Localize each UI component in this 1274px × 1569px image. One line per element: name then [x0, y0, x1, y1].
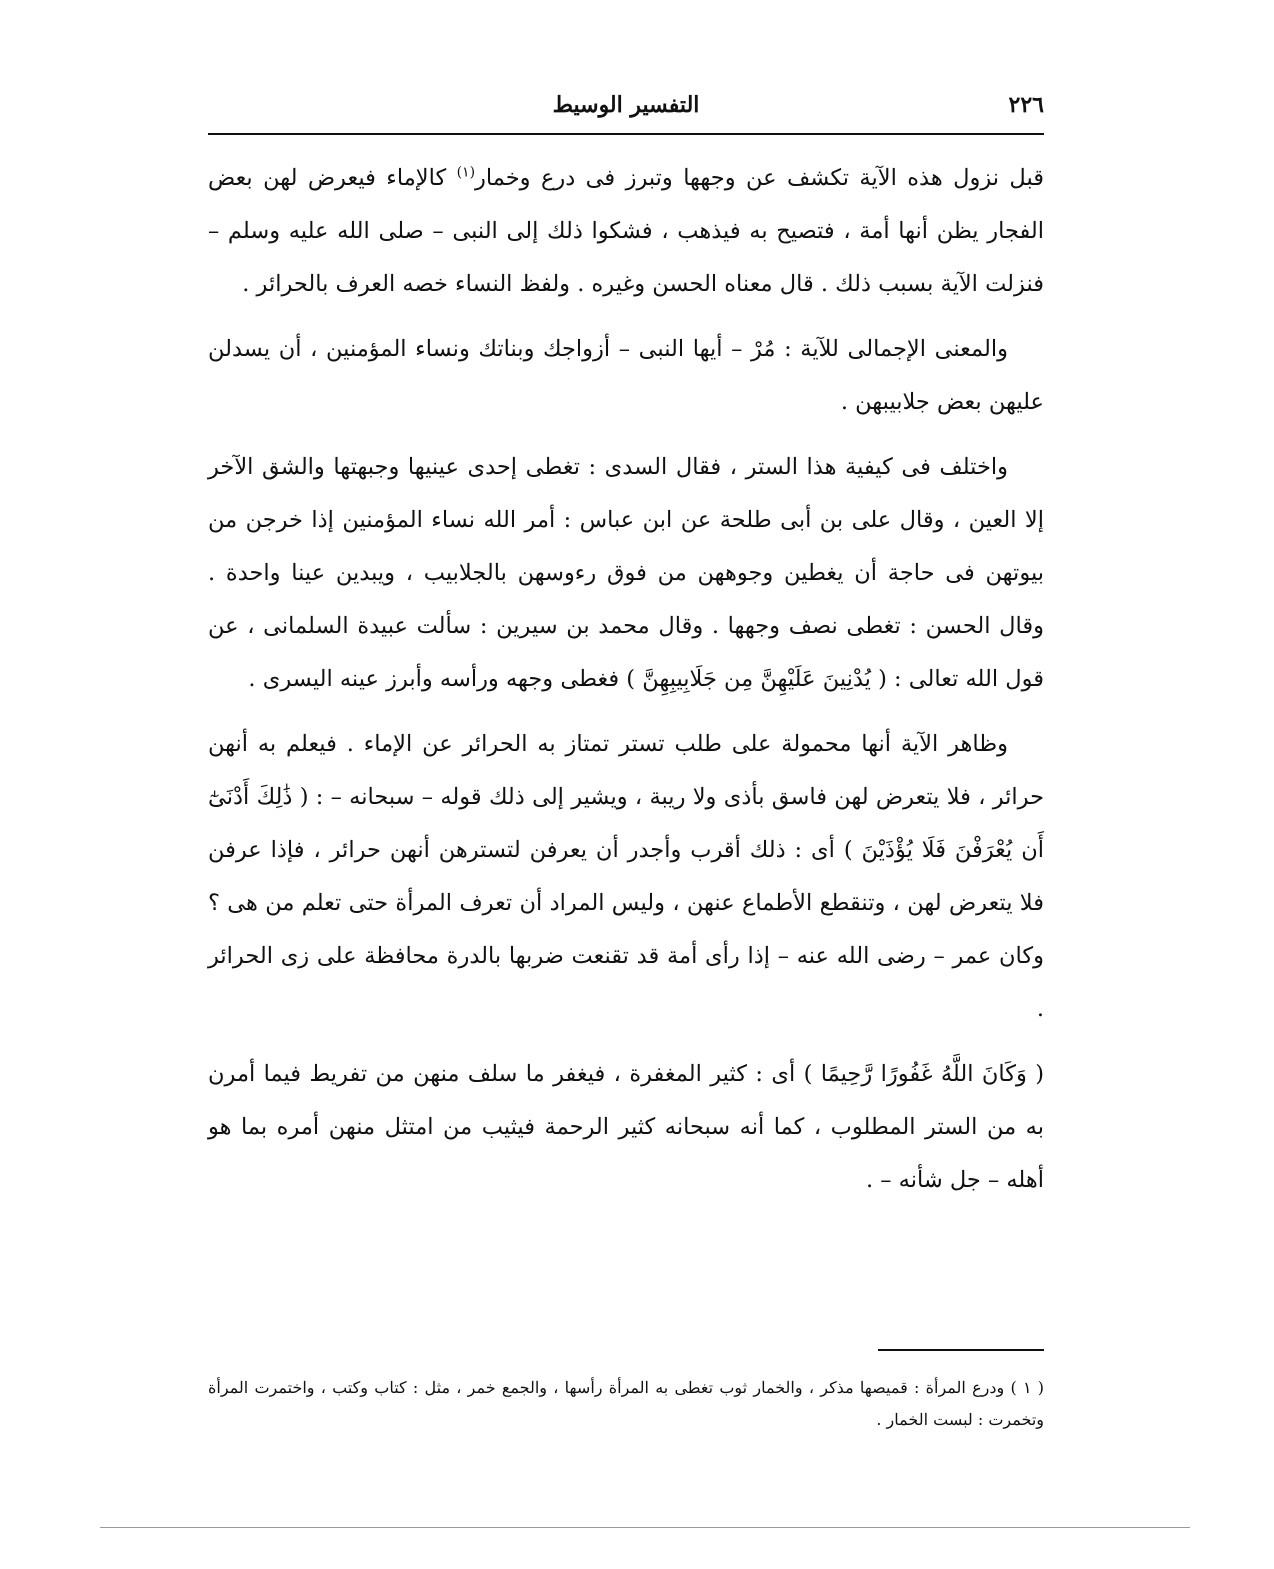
paragraph-3: واختلف فى كيفية هذا الستر ، فقال السدى : تغطى إحدى عينيها وجبهتها والشق الآخر إلا العين ، وقال على بن أبى طلحة عن ابن عباس : أمر الله نساء المؤمنين إذا خرجن من بيوتهن فى حاجة أن يغطين وجوههن من فوق رءوسهن بالجلابيب ، ويبدين عينا واحدة . وقال الحسن : تغطى نصف وجهها . وقال محمد بن سيرين : سألت عبيدة السلمانى ، عن قول الله تعالى : ( يُدْنِينَ عَلَيْهِنَّ مِن جَلَابِيبِهِنَّ ) فغطى وجهه ورأسه وأبرز عينه اليسرى . — [208, 454, 1044, 692]
paragraph-2: والمعنى الإجمالى للآية : مُرْ – أيها النبى – أزواجك وبناتك ونساء المؤمنين ، أن يسدلن عليهن بعض جلابيبهن . — [208, 336, 1044, 415]
page-number: ٢٢٦ — [1008, 92, 1044, 118]
paragraph-1-text-a: قبل نزول هذه الآية تكشف عن وجهها وتبرز فى درع وخمار — [475, 165, 1044, 191]
paragraph-4: وظاهر الآية أنها محمولة على طلب تستر تمتاز به الحرائر عن الإماء . فيعلم به أنهن حرائر ، فلا يتعرض لهن فاسق بأذى ولا ريبة ، ويشير إلى ذلك قوله – سبحانه – : ( ذَٰلِكَ أَدْنَىٰٓ أَن يُعْرَفْنَ فَلَا يُؤْذَيْنَ ) أى : ذلك أقرب وأجدر أن يعرفن لتسترهن أنهن حرائر ، فإذا عرفن فلا يتعرض لهن ، وتنقطع الأطماع عنهن ، وليس المراد أن تعرف المرأة حتى تعلم من هى ؟ وكان عمر – رضى الله عنه – إذا رأى أمة قد تقنعت ضربها بالدرة محافظة على زى الحرائر . — [208, 731, 1044, 1022]
body-text — [208, 152, 1044, 1219]
footnote-rule — [878, 1349, 1044, 1351]
running-title: التفسير الوسيط — [552, 92, 700, 118]
header-rule — [208, 133, 1044, 135]
paragraph-1-text-b: كالإماء فيعرض لهن بعض الفجار يظن أنها أمة ، فتصيح به فيذهب ، فشكوا ذلك إلى النبى – صلى الله عليه وسلم – فنزلت الآية بسبب ذلك . قال معناه الحسن وغيره . ولفظ النساء خصه العرف بالحرائر . — [208, 165, 1044, 297]
footnote-reference: (١) — [456, 164, 476, 181]
page-header — [208, 92, 1044, 126]
scan-edge-line — [100, 1527, 1190, 1528]
paragraph-1 — [208, 152, 1044, 311]
footnote: ( ١ ) ودرع المرأة : قميصها مذكر ، والخمار ثوب تغطى به المرأة رأسها ، والجمع خمر ، مثل : كتاب وكتب ، واختمرت المرأة وتخمرت : لبست الخمار . — [208, 1378, 1045, 1429]
paragraph-5: ( وَكَانَ اللَّهُ غَفُورًا رَّحِيمًا ) أى : كثير المغفرة ، فيغفر ما سلف منهن من تفريط فيما أمرن به من الستر المطلوب ، كما أنه سبحانه كثير الرحمة فيثيب من امتثل منهن أمره بما هو أهله – جل شأنه – . — [208, 1061, 1044, 1193]
